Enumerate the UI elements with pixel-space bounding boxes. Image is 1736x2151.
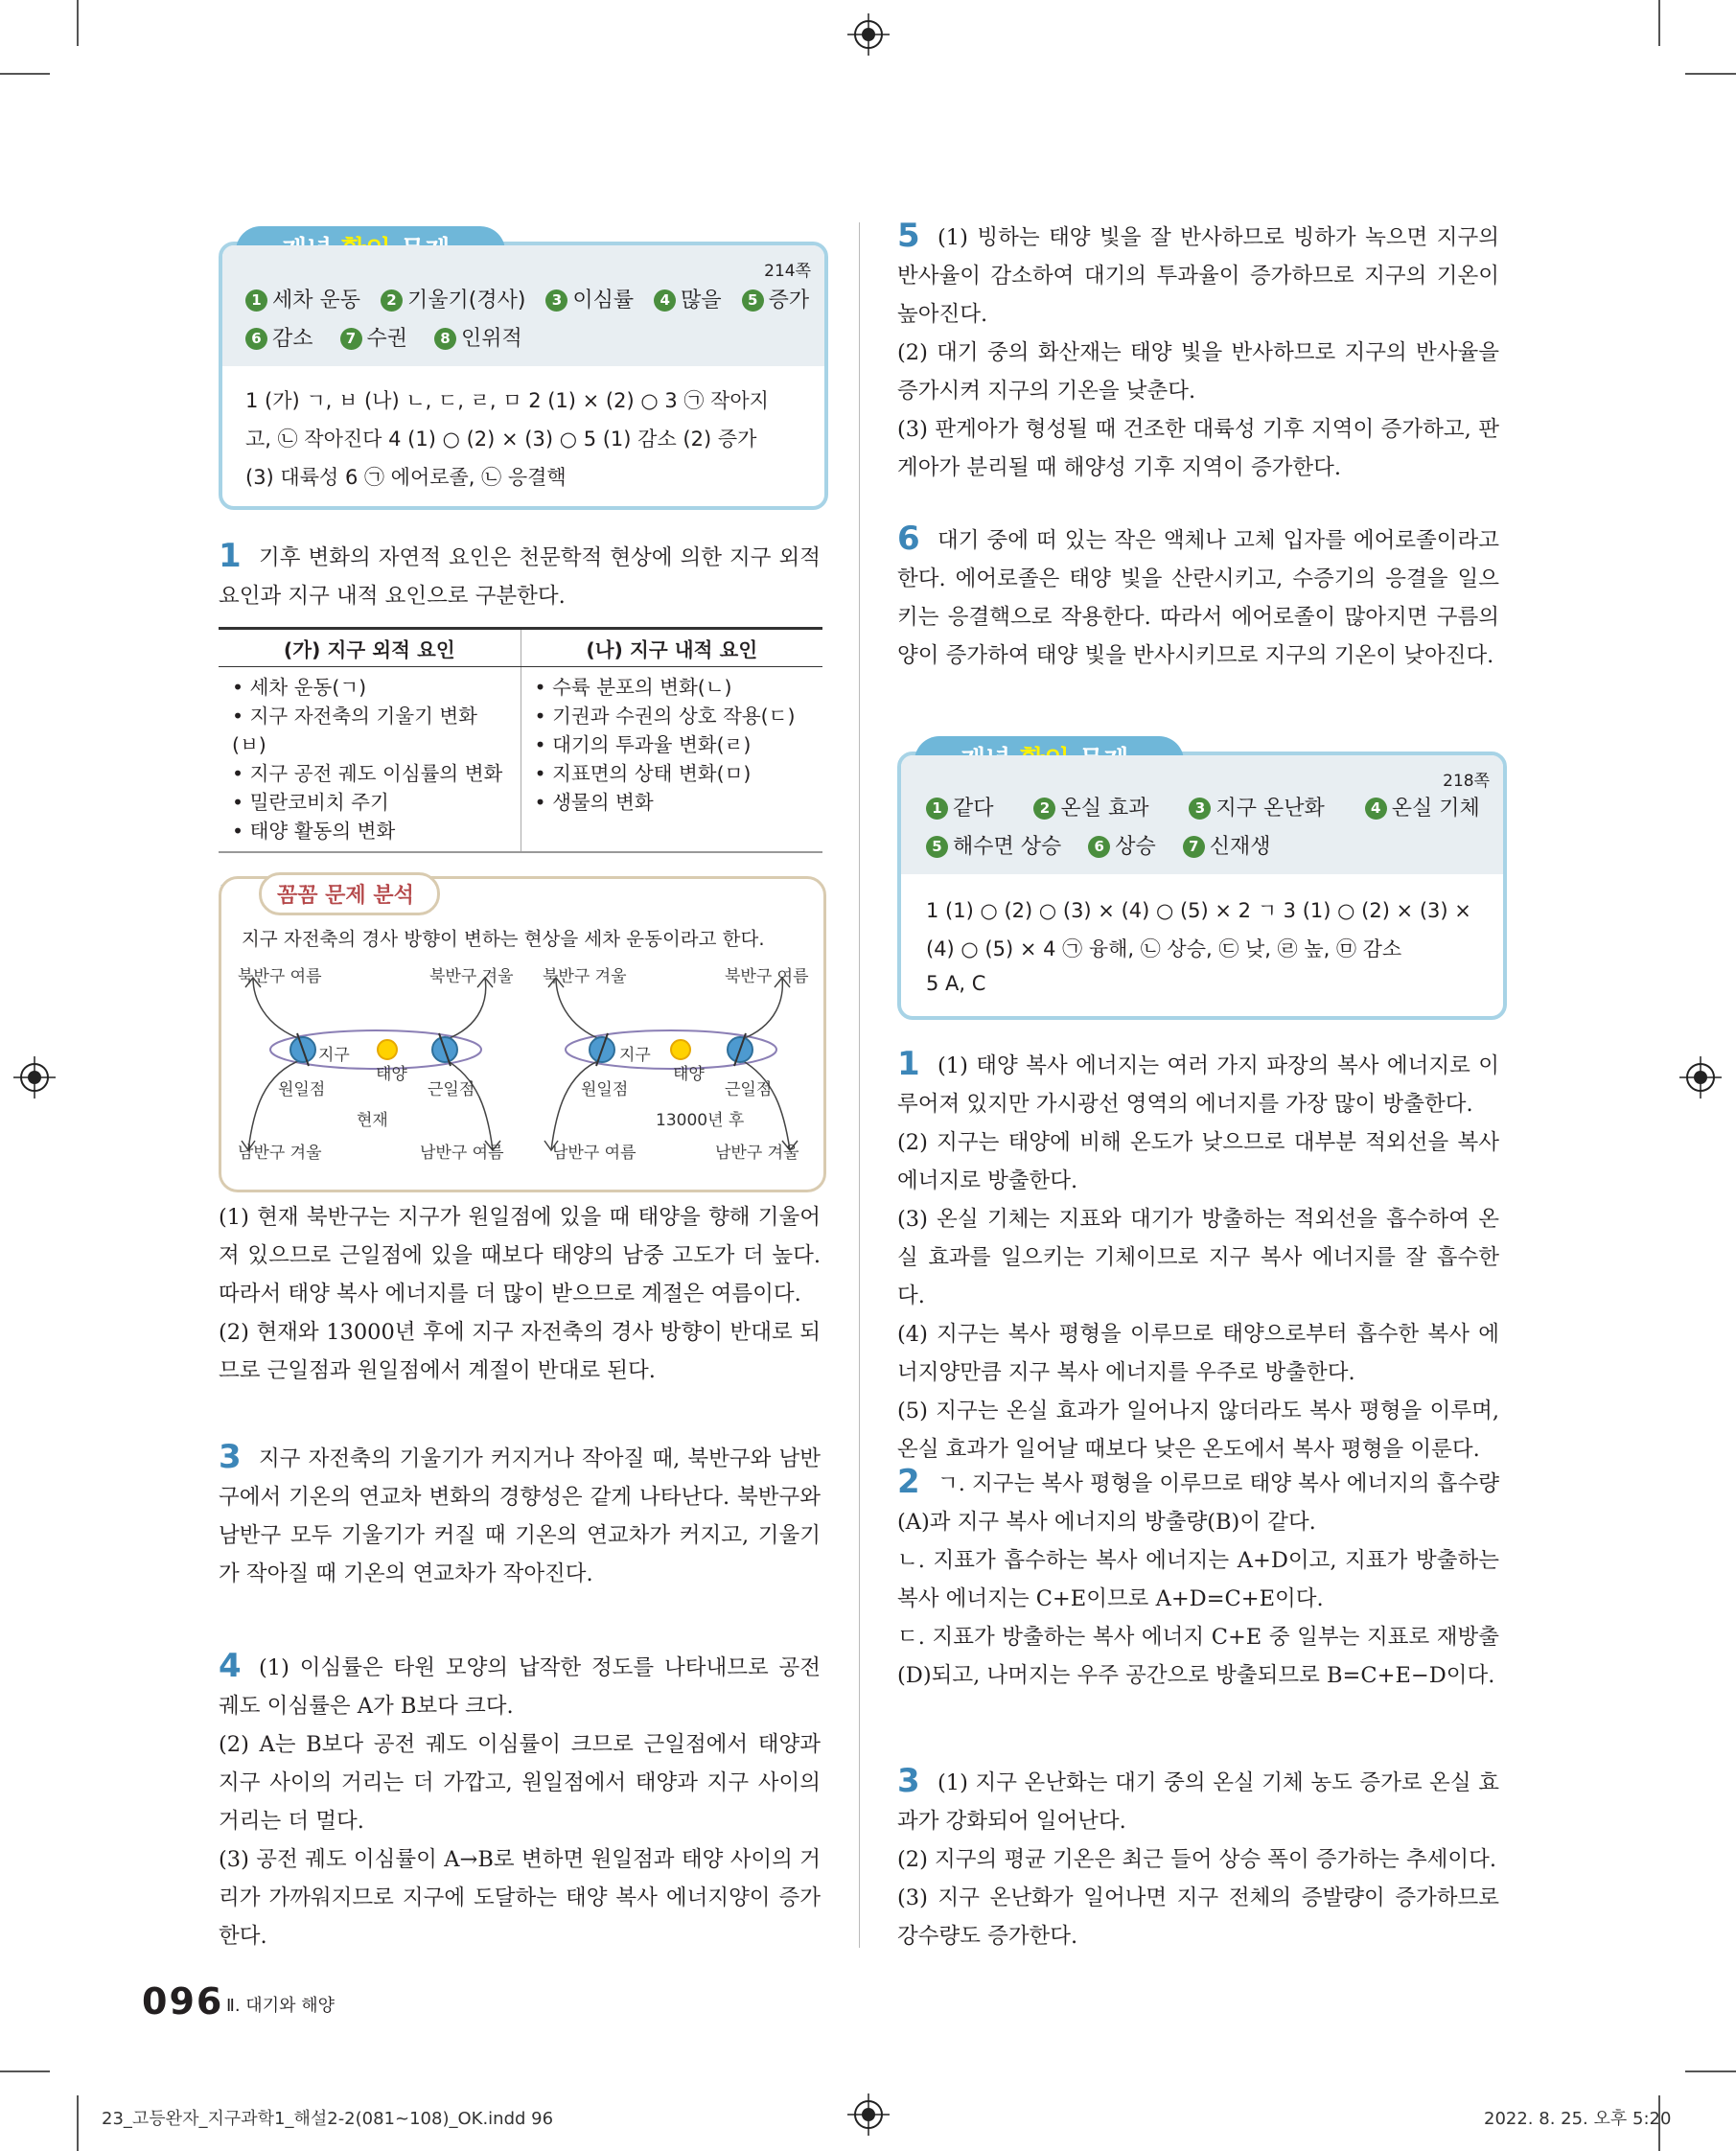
page-number: 096	[142, 1980, 224, 2023]
crop-mark	[1685, 2070, 1736, 2072]
diagram-label: 북반구 여름	[238, 967, 322, 986]
crop-mark	[0, 73, 50, 75]
diagram-label: 북반구 겨울	[543, 967, 627, 986]
answer-item: 3 지구 온난화	[1189, 797, 1324, 821]
answer-item: 5 해수면 상승	[926, 835, 1061, 859]
diagram-label: 현재	[357, 1111, 388, 1130]
answer-item: 2 온실 효과	[1033, 797, 1148, 821]
question-number: 5	[897, 217, 920, 255]
explanation-text: (1) 현재 북반구는 지구가 원일점에 있을 때 태양을 향해 기울어져 있으므로 근일점에 있을 때보다 태양의 남중 고도가 더 높다. 따라서 태양 복사 에너지를 더 많이 받으므로 계절은 여름이다. (2) 현재와 13000년 후에 지구 자전축의 경사 방향이 반대로 되므로 근일점과 원일점에서 계절이 반대로 된다.	[219, 1205, 821, 1383]
concept-check-box	[219, 242, 828, 510]
answer-item: 7 수권	[340, 327, 408, 351]
explanation-text: (1) 이심률은 타원 모양의 납작한 정도를 나타내므로 공전 궤도 이심률은 A가 B보다 크다. (2) A는 B보다 공전 궤도 이심률이 크므로 근일점에서 태양과 지구 사이의 거리는 더 가깝고, 원일점에서 태양과 지구 사이의 거리는 더 멀다. (3) 공전 궤도 이심률이 A→B로 변하면 원일점과 태양 사이의 거리가 가까워지므로 지구에 도달하는 태양 복사 에너지양이 증가한다.	[219, 1655, 821, 1949]
crop-mark	[77, 0, 79, 46]
answer-item: 3 이심률	[545, 289, 634, 312]
answer-item: 7 신재생	[1183, 835, 1271, 859]
column-divider	[859, 222, 860, 1948]
explanation-text: (1) 지구 온난화는 대기 중의 온실 기체 농도 증가로 온실 효과가 강화되어 일어난다. (2) 지구의 평균 기온은 최근 들어 상승 폭이 증가하는 추세이다. (3) 지구 온난화가 일어나면 지구 전체의 증발량이 증가하므로 강수량도 증가한다.	[897, 1770, 1499, 1949]
diagram-label: 지구	[619, 1046, 651, 1065]
diagram-label: 근일점	[725, 1080, 773, 1099]
section-title: Ⅱ. 대기와 해양	[226, 1996, 335, 2016]
table-header: (나) 지구 내적 요인	[521, 629, 822, 667]
answer-item: 5 증가	[742, 289, 810, 312]
footer-timestamp: 2022. 8. 25. 오후 5:20	[1484, 2109, 1672, 2129]
explanation-text: (1) 태양 복사 에너지는 여러 가지 파장의 복사 에너지로 이루어져 있지만 가시광선 영역의 에너지를 가장 많이 방출한다. (2) 지구는 태양에 비해 온도가 낮으므로 대부분 적외선을 복사 에너지로 방출한다. (3) 온실 기체는 지표와 대기가 방출하는 적외선을 흡수하여 온실 효과를 일으키는 기체이므로 지구 복사 에너지를 잘 흡수한다. (4) 지구는 복사 평형을 이루므로 태양으로부터 흡수한 복사 에너지양만큼 지구 복사 에너지를 우주로 방출한다. (5) 지구는 온실 효과가 일어나지 않더라도 복사 평형을 이루며, 온실 효과가 일어날 때보다 낮은 온도에서 복사 평형을 이룬다.	[897, 1053, 1499, 1462]
question-number: 1	[219, 537, 242, 575]
footer-filename: 23_고등완자_지구과학1_해설2-2(081~108)_OK.indd 96	[102, 2109, 554, 2129]
answer-line: 1 (가) ㄱ, ㅂ (나) ㄴ, ㄷ, ㄹ, ㅁ 2 (1) × (2) ○ 3 ㉠ 작아지	[245, 389, 769, 412]
crop-mark	[0, 2070, 50, 2072]
answer-item: 6 감소	[245, 327, 313, 351]
page-reference: 218쪽	[1443, 772, 1490, 791]
diagram-label: 남반구 겨울	[238, 1144, 322, 1163]
table-cell: • 세차 운동(ㄱ) • 지구 자전축의 기울기 변화(ㅂ) • 지구 공전 궤도 이심률의 변화 • 밀란코비치 주기 • 태양 활동의 변화	[219, 667, 521, 853]
answer-row	[926, 792, 1480, 821]
question-number: 4	[219, 1647, 242, 1685]
explanation-text: ㄱ. 지구는 복사 평형을 이루므로 태양 복사 에너지의 흡수량(A)과 지구 복사 에너지의 방출량(B)이 같다. ㄴ. 지표가 흡수하는 복사 에너지는 A+D이고, 지표가 방출하는 복사 에너지는 C+E이므로 A+D=C+E이다. ㄷ. 지표가 방출하는 복사 에너지 C+E 중 일부는 지표로 재방출(D)되고, 나머지는 우주 공간으로 방출되므로 B=C+E−D이다.	[897, 1471, 1500, 1688]
diagram-label: 13000년 후	[656, 1111, 745, 1130]
diagram-label: 남반구 여름	[420, 1144, 504, 1163]
answer-item: 4 온실 기체	[1365, 797, 1480, 821]
crop-mark	[1685, 73, 1736, 75]
answer-row	[245, 322, 522, 352]
question-number: 2	[897, 1463, 920, 1501]
diagram-label: 지구	[318, 1046, 350, 1065]
diagram-label: 원일점	[278, 1080, 326, 1099]
diagram-label: 태양	[673, 1065, 705, 1084]
precession-diagram-present	[224, 959, 521, 1169]
diagram-label: 태양	[376, 1065, 407, 1084]
question-number: 3	[897, 1762, 920, 1800]
answer-item: 1 세차 운동	[245, 289, 360, 312]
diagram-label: 북반구 겨울	[429, 967, 514, 986]
answer-line: 고, ㉡ 작아진다 4 (1) ○ (2) × (3) ○ 5 (1) 감소 (2) 증가	[245, 428, 757, 451]
explanation-text: 대기 중에 떠 있는 작은 액체나 고체 입자를 에어로졸이라고 한다. 에어로졸은 태양 빛을 산란시키고, 수증기의 응결을 일으키는 응결핵으로 작용한다. 따라서 에어로졸이 많아지면 구름의 양이 증가하여 태양 빛을 반사시키므로 지구의 기온이 낮아진다.	[897, 528, 1499, 668]
answer-item: 2 기울기(경사)	[381, 289, 525, 312]
answer-item: 1 같다	[926, 797, 994, 821]
question-number: 1	[897, 1045, 920, 1083]
answer-row	[245, 284, 809, 313]
diagram-label: 남반구 여름	[552, 1144, 637, 1163]
crop-mark	[77, 2095, 79, 2151]
answer-line: 5 A, C	[926, 972, 986, 995]
diagram-label: 근일점	[428, 1080, 475, 1099]
answer-line: (4) ○ (5) × 4 ㉠ 융해, ㉡ 상승, ㉢ 낮, ㉣ 높, ㉤ 감소	[926, 937, 1402, 960]
page-reference: 214쪽	[764, 262, 811, 281]
explanation-text: 지구 자전축의 기울기가 커지거나 작아질 때, 북반구와 남반구에서 기온의 연교차 변화의 경향성은 같게 나타난다. 북반구와 남반구 모두 기울기가 커질 때 기온의 연교차가 커지고, 기울기가 작아질 때 기온의 연교차가 작아진다.	[219, 1446, 821, 1586]
diagram-label: 원일점	[581, 1080, 629, 1099]
factor-table	[219, 627, 822, 853]
table-header: (가) 지구 외적 요인	[219, 629, 521, 667]
analysis-tag: 꼼꼼 문제 분석	[259, 872, 440, 915]
explanation-text: (1) 빙하는 태양 빛을 잘 반사하므로 빙하가 녹으면 지구의 반사율이 감소하여 대기의 투과율이 증가하므로 지구의 기온이 높아진다. (2) 대기 중의 화산재는 태양 빛을 반사하므로 지구의 반사율을 증가시켜 지구의 기온을 낮춘다. (3) 판게아가 형성될 때 건조한 대륙성 기후 지역이 증가하고, 판게아가 분리될 때 해양성 기후 지역이 증가한다.	[897, 225, 1499, 480]
answer-row	[926, 830, 1271, 860]
answer-item: 8 인위적	[434, 327, 522, 351]
concept-check-box	[897, 752, 1507, 1020]
answer-item: 4 많을	[654, 289, 722, 312]
question-number: 6	[897, 520, 920, 558]
answer-item: 6 상승	[1088, 835, 1156, 859]
diagram-label: 남반구 겨울	[715, 1144, 799, 1163]
registration-mark-icon	[13, 1056, 56, 1099]
table-cell: • 수륙 분포의 변화(ㄴ) • 기권과 수권의 상호 작용(ㄷ) • 대기의 투과율 변화(ㄹ) • 지표면의 상태 변화(ㅁ) • 생물의 변화	[521, 667, 822, 853]
diagram-label: 북반구 여름	[725, 967, 809, 986]
registration-mark-icon	[1679, 1056, 1722, 1099]
registration-mark-icon	[847, 13, 890, 56]
diagram-caption: 지구 자전축의 경사 방향이 변하는 현상을 세차 운동이라고 한다.	[242, 928, 765, 950]
answer-line: (3) 대륙성 6 ㉠ 에어로졸, ㉡ 응결핵	[245, 466, 567, 489]
explanation-text: 기후 변화의 자연적 요인은 천문학적 현상에 의한 지구 외적 요인과 지구 내적 요인으로 구분한다.	[219, 545, 821, 609]
crop-mark	[1658, 0, 1660, 46]
question-number: 3	[219, 1438, 242, 1476]
answer-line: 1 (1) ○ (2) ○ (3) × (4) ○ (5) × 2 ㄱ 3 (1) ○ (2) × (3) ×	[926, 899, 1471, 922]
registration-mark-icon	[847, 2093, 890, 2136]
